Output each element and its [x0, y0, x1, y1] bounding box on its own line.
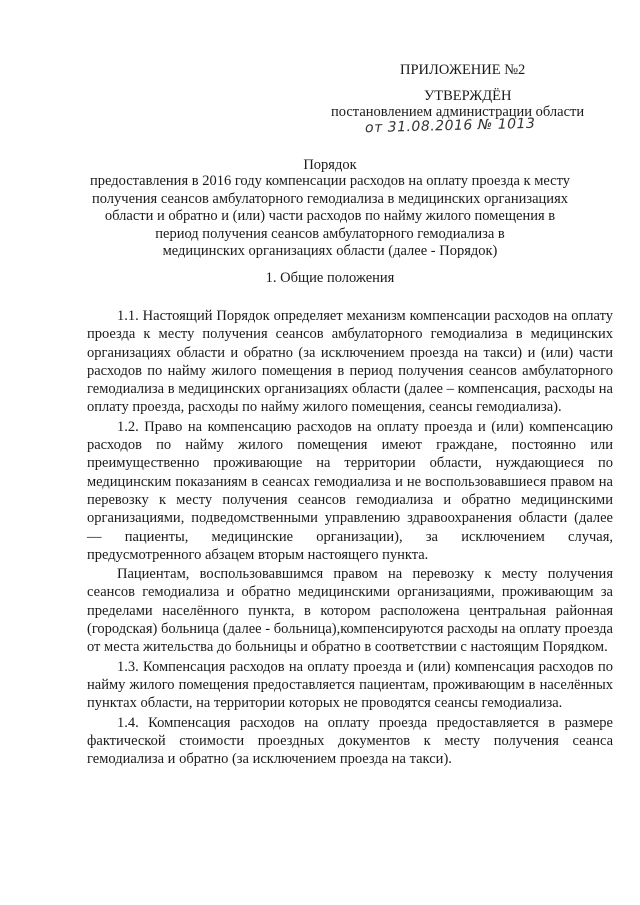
paragraph-1-4: 1.4. Компенсация расходов на оплату проезда предоставляется в размере фактической стоимости проездных документов к месту получения сеанса гемодиализа и обратно (за исключением проезда на такси).	[87, 714, 613, 768]
handwritten-date-signature: от 31.08.2016 № 1013	[364, 115, 536, 137]
section-heading: 1. Общие положения	[265, 270, 395, 286]
approved-label: УТВЕРЖДЁН	[424, 88, 512, 104]
paragraph-1-2-second: Пациентам, воспользовавшимся правом на перевозку к месту получения сеансов гемодиализа и обратно медицинскими организациями, проживающим за пределами населённого пункта, в котором расположена центральная районная (городская) больница (далее - больница),компенсируются расходы на оплату проезда от места жительства до больницы и обратно в соответствии с настоящим Порядком.	[87, 566, 613, 656]
paragraph-1-1: 1.1. Настоящий Порядок определяет механизм компенсации расходов на оплату проезда к месту получения сеансов амбулаторного гемодиализа в медицинских организациях области и обратно (за исключением проезда на такси) и (или) части расходов по найму жилого помещения в период получения сеансов амбулаторного гемодиализа в медицинских организациях области (далее – компенсация, расходы на оплату проезда, расходы по найму жилого помещения, сеансы гемодиализа).	[87, 308, 613, 416]
section-body	[87, 307, 613, 769]
document-title: Порядок	[303, 157, 357, 173]
paragraph-1-3: 1.3. Компенсация расходов на оплату проезда и (или) компенсация расходов по найму жилого помещения предоставляется пациентам, проживающим в населённых пунктах области, на территории которых не проводятся сеансы гемодиализа.	[87, 658, 613, 712]
document-subtitle: предоставления в 2016 году компенсации расходов на оплату проезда к месту получения сеансов амбулаторного гемодиализа в медицинских организациях области и обратно и (или) части расходов по найму жилого помещения в период получения сеансов амбулаторного гемодиализа в медицинских организациях области (далее - Порядок)	[89, 173, 571, 259]
decree-line: постановлением администрации области	[331, 104, 585, 120]
paragraph-1-2: 1.2. Право на компенсацию расходов на оплату проезда и (или) компенсацию расходов по найму жилого помещения имеют граждане, постоянно или преимущественно проживающие на территории области, нуждающиеся по медицинским показаниям в сеансах гемодиализа и не воспользовавшиеся правом на перевозку к месту получения сеансов гемодиализа и обратно медицинскими организациями, подведомственными управлению здравоохранения области (далее — пациенты, медицинские организации), за исключением случая, предусмотренного абзацем вторым настоящего пункта.	[87, 418, 613, 563]
appendix-label: ПРИЛОЖЕНИЕ №2	[400, 62, 526, 78]
